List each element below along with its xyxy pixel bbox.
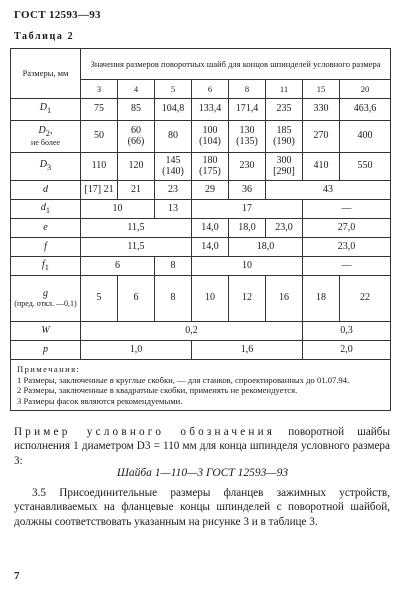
example-paragraph [14, 425, 390, 468]
value-cell: 8 [155, 257, 192, 276]
table-title: Таблица 2 [14, 31, 75, 42]
row-label-g: g (пред. откл. —0,1) [11, 276, 81, 322]
value-cell: 80 [155, 121, 192, 153]
table-row [11, 322, 391, 341]
value-cell: 0,3 [303, 322, 391, 341]
value-cell: 130 (135) [229, 121, 266, 153]
example-text: поворотной шайбы исполнения 1 диаметром D3 = 110 мм для конца шпинделя условного размера 3: [14, 426, 391, 467]
table-row [11, 181, 391, 200]
table-row [11, 200, 391, 219]
note-item: 3 Размеры фасок являются рекомендуемыми. [17, 396, 183, 407]
value-cell: 14,0 [192, 219, 229, 238]
size-cell: 4 [118, 80, 155, 99]
value-cell: 10 [192, 257, 303, 276]
size-cell: 11 [266, 80, 303, 99]
page-number: 7 [14, 570, 20, 582]
value-cell: 180 (175) [192, 153, 229, 181]
table-row [11, 219, 391, 238]
row-label-p: p [11, 341, 81, 360]
value-cell: 11,5 [81, 219, 192, 238]
value-cell: 18,0 [229, 238, 303, 257]
notes-row [11, 360, 391, 411]
value-cell: 36 [229, 181, 266, 200]
row-label-f1: $f_1$ [11, 257, 81, 276]
value-cell: 270 [303, 121, 340, 153]
value-cell: 23,0 [266, 219, 303, 238]
note-item: 1 Размеры, заключенные в круглые скобки, — для станков, спроектированных до 01.07.94. [17, 374, 350, 385]
document-header: ГОСТ 12593—93 [14, 9, 101, 21]
value-cell: 10 [192, 276, 229, 322]
value-cell: 22 [340, 276, 391, 322]
value-cell: 400 [340, 121, 391, 153]
row-label-d1-small: $d_1$ [11, 200, 81, 219]
value-cell: 185 (190) [266, 121, 303, 153]
row-label-d3: $D_3$ [11, 153, 81, 181]
row-label-d: d [11, 181, 81, 200]
value-cell: — [303, 257, 391, 276]
value-cell: 13 [155, 200, 192, 219]
row-label-d2: $D_2$, не более [11, 121, 81, 153]
value-cell: 11,5 [81, 238, 192, 257]
value-cell: 133,4 [192, 99, 229, 121]
value-cell: 75 [81, 99, 118, 121]
size-cell: 5 [155, 80, 192, 99]
value-cell: 50 [81, 121, 118, 153]
value-cell: 12 [229, 276, 266, 322]
value-cell: 2,0 [303, 341, 391, 360]
dimensions-table [10, 48, 391, 411]
table-row [11, 276, 391, 322]
note-item: 2 Размеры, заключенные в квадратные скобки, применять не рекомендуется. [17, 385, 298, 396]
value-cell: 21 [118, 181, 155, 200]
size-cell: 6 [192, 80, 229, 99]
value-cell: 18,0 [229, 219, 266, 238]
value-cell: [17] 21 [81, 181, 118, 200]
value-cell: 550 [340, 153, 391, 181]
designation-line: Шайба 1—110—3 ГОСТ 12593—93 [116, 467, 289, 479]
value-cell: 235 [266, 99, 303, 121]
value-cell: 145 (140) [155, 153, 192, 181]
example-lead: Пример условного обозначения [14, 426, 276, 438]
notes-title: Примечания: [17, 364, 81, 374]
value-cell: 1,0 [81, 341, 192, 360]
value-cell: 300 [290] [266, 153, 303, 181]
section-paragraph: 3.5 Присоединительные размеры фланцев зажимных устройств, устанавливаемых на фланцевые концы шпинделей с поворотной шайбой, должны соответствовать указанным на рисунке 3 и в таблице 3. [14, 487, 390, 528]
value-cell: 100 (104) [192, 121, 229, 153]
value-cell: 29 [192, 181, 229, 200]
value-cell: 120 [118, 153, 155, 181]
table-row [11, 341, 391, 360]
table-row [11, 257, 391, 276]
value-cell: 6 [118, 276, 155, 322]
value-cell: 23 [155, 181, 192, 200]
table-row [11, 238, 391, 257]
row-label-f: f [11, 238, 81, 257]
value-cell: 17 [192, 200, 303, 219]
table-row [11, 153, 391, 181]
value-cell: 230 [229, 153, 266, 181]
notes-cell [11, 360, 391, 411]
size-cell: 8 [229, 80, 266, 99]
value-cell: 8 [155, 276, 192, 322]
value-cell: 463,6 [340, 99, 391, 121]
value-cell: 330 [303, 99, 340, 121]
value-cell: 1,6 [192, 341, 303, 360]
table-row [11, 121, 391, 153]
row-label-e: e [11, 219, 81, 238]
span-header-cell: Значения размеров поворотных шайб для концов шпинделей условного размера [81, 49, 391, 80]
value-cell: 104,8 [155, 99, 192, 121]
row-header-cell: Размеры, мм [11, 49, 81, 99]
row-label-w: W [11, 322, 81, 341]
value-cell: 0,2 [81, 322, 303, 341]
value-cell: 10 [81, 200, 155, 219]
value-cell: 85 [118, 99, 155, 121]
value-cell: — [303, 200, 391, 219]
value-cell: 110 [81, 153, 118, 181]
table-row [11, 99, 391, 121]
value-cell: 6 [81, 257, 155, 276]
value-cell: 14,0 [192, 238, 229, 257]
size-cell: 20 [340, 80, 391, 99]
size-cell: 3 [81, 80, 118, 99]
value-cell: 18 [303, 276, 340, 322]
value-cell: 410 [303, 153, 340, 181]
value-cell: 27,0 [303, 219, 391, 238]
value-cell: 60 (66) [118, 121, 155, 153]
size-cell: 15 [303, 80, 340, 99]
value-cell: 171,4 [229, 99, 266, 121]
row-label-d1: $D_1$ [11, 99, 81, 121]
value-cell: 16 [266, 276, 303, 322]
value-cell: 43 [266, 181, 391, 200]
value-cell: 23,0 [303, 238, 391, 257]
value-cell: 5 [81, 276, 118, 322]
